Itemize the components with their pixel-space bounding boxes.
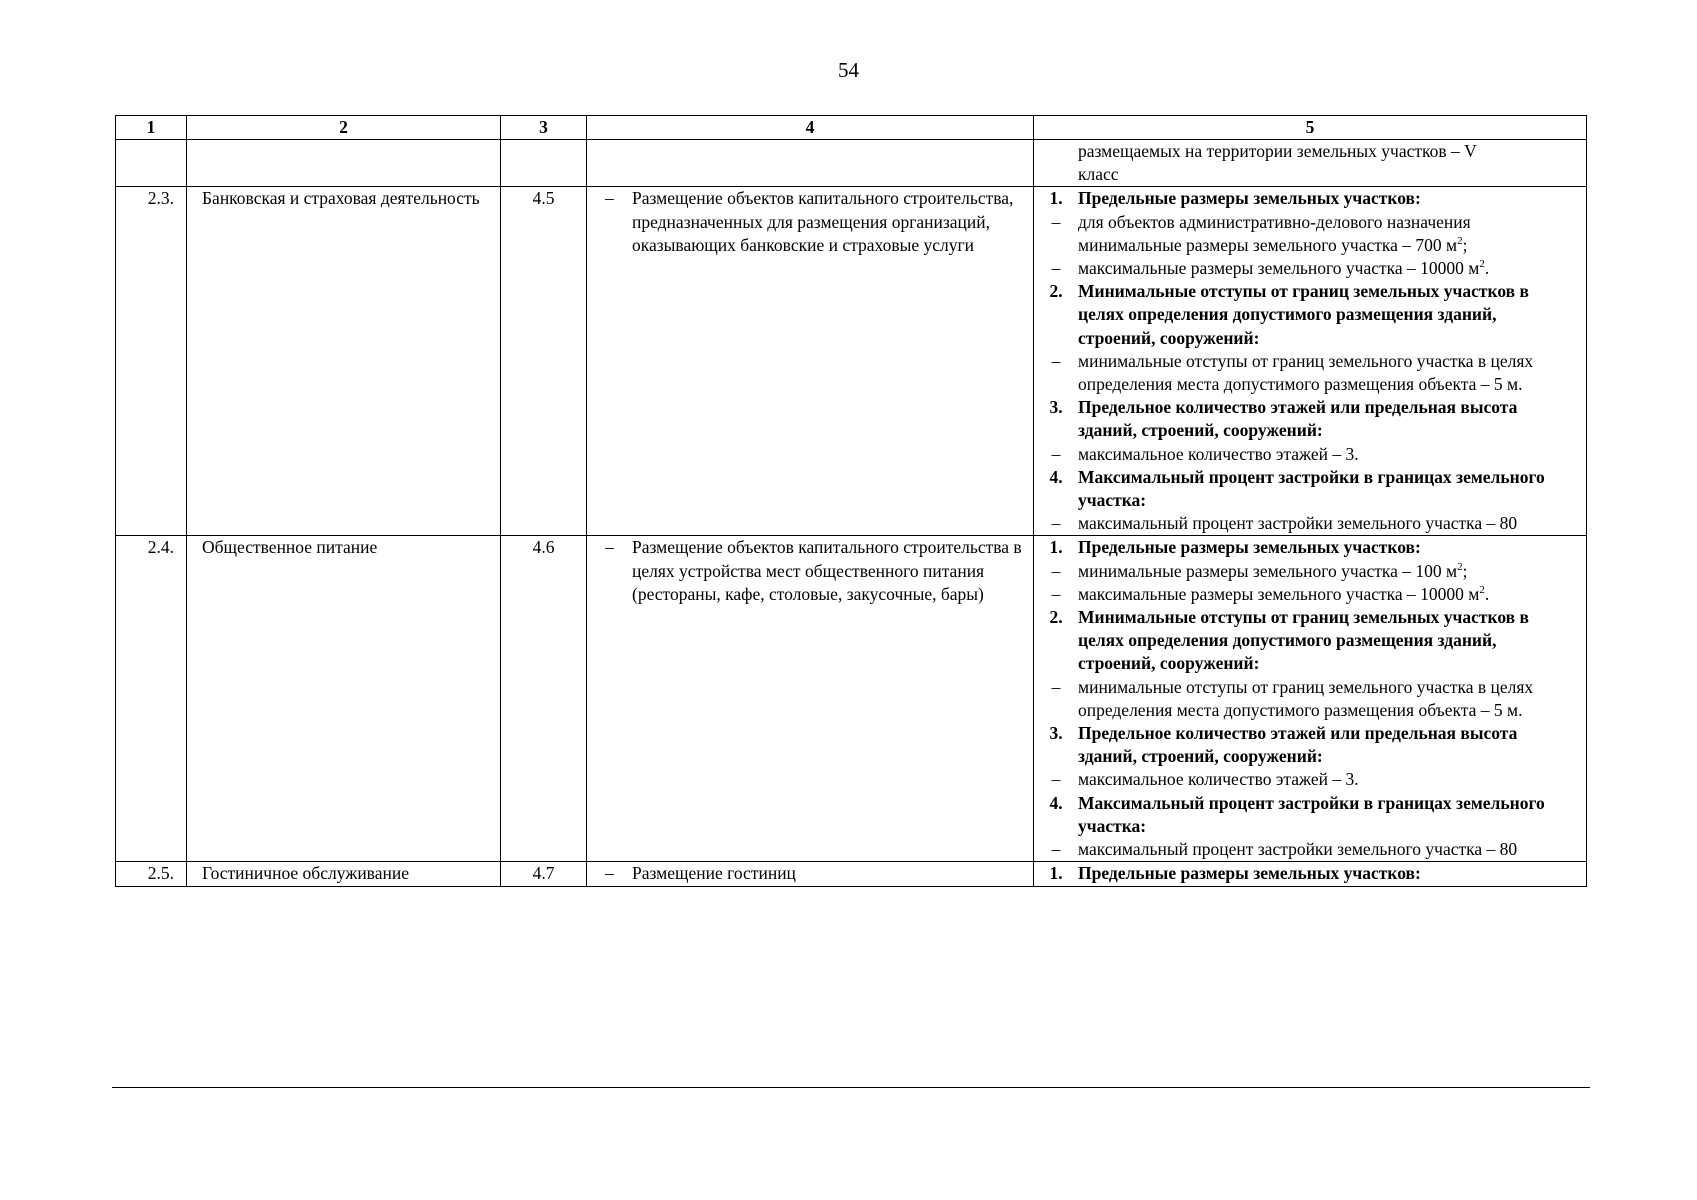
- parameter-text: [1078, 350, 1578, 396]
- dash-marker: –: [1051, 258, 1061, 279]
- parameter-text-main: минимальные отступы от границ земельного участка в целях определения места допустимого размещения объекта – 5 м.: [1078, 350, 1534, 395]
- continuation-line: размещаемых на территории земельных участков – V: [1078, 141, 1477, 161]
- parameter-item: [1034, 583, 1578, 606]
- parameter-text: [1078, 560, 1578, 583]
- dash-marker: –: [1051, 676, 1061, 697]
- dash-marker: –: [1051, 211, 1061, 232]
- number-marker: 3.: [1049, 723, 1063, 744]
- superscript: 2: [1479, 258, 1485, 271]
- parameter-text: [1078, 466, 1578, 512]
- parameter-item: [1034, 257, 1578, 280]
- use-type-code: 4.5: [501, 187, 587, 536]
- use-type-name: Гостиничное обслуживание: [187, 862, 501, 886]
- parameter-item: [1034, 512, 1578, 535]
- dash-marker: –: [1051, 443, 1061, 464]
- parameter-text: [1078, 583, 1578, 606]
- parameter-text: [1078, 396, 1578, 442]
- row-number: 2.5.: [116, 862, 187, 886]
- use-type-name: Банковская и страховая деятельность: [187, 187, 501, 536]
- parameter-text: [1078, 792, 1578, 838]
- table-row: [116, 862, 1587, 886]
- parameter-text: [1078, 536, 1578, 559]
- parameter-heading: [1034, 792, 1578, 838]
- parameter-text: [1078, 512, 1578, 535]
- number-marker: 4.: [1049, 466, 1063, 487]
- parameter-item: [1034, 768, 1578, 791]
- cell-empty: [501, 140, 587, 187]
- table-row: [116, 536, 1587, 862]
- superscript: 2: [1457, 560, 1463, 573]
- cell-empty: [116, 140, 187, 187]
- parameter-text: [1078, 280, 1578, 350]
- row-number: 2.3.: [116, 187, 187, 536]
- header-col-3: 3: [501, 116, 587, 140]
- parameters-cell: [1034, 536, 1587, 862]
- cell-empty: [587, 140, 1034, 187]
- parameter-item: [1034, 350, 1578, 396]
- punctuation: .: [1484, 583, 1490, 604]
- cell-empty: [187, 140, 501, 187]
- use-type-description: [587, 862, 1034, 886]
- parameter-text: [1078, 676, 1578, 722]
- number-marker: 1.: [1049, 188, 1063, 209]
- parameter-text-main: Предельное количество этажей или предельная высота зданий, строений, сооружений:: [1078, 397, 1518, 441]
- parameter-text-main: Минимальные отступы от границ земельных участков в целях определения допустимого размещения зданий, строений, сооружений:: [1078, 607, 1529, 674]
- description-text: Размещение объектов капитального строительства, предназначенных для размещения организаций, оказывающих банковские и страховые услуги: [632, 188, 1014, 255]
- punctuation: ;: [1462, 234, 1468, 255]
- parameters-cell: [1034, 187, 1587, 536]
- number-marker: 2.: [1049, 607, 1063, 628]
- parameter-text: [1078, 862, 1578, 885]
- parameter-text-main: Максимальный процент застройки в границах земельного участка:: [1078, 792, 1545, 836]
- row-number: 2.4.: [116, 536, 187, 862]
- parameter-text: [1078, 257, 1578, 280]
- parameter-text-main: Минимальные отступы от границ земельных участков в целях определения допустимого размещения зданий, строений, сооружений:: [1078, 281, 1529, 348]
- parameter-heading: [1034, 862, 1578, 885]
- header-col-2: 2: [187, 116, 501, 140]
- parameter-heading: [1034, 280, 1578, 350]
- parameter-text-main: минимальные отступы от границ земельного участка в целях определения места допустимого размещения объекта – 5 м.: [1078, 676, 1534, 720]
- use-type-description: [587, 187, 1034, 536]
- parameter-heading: [1034, 396, 1578, 442]
- parameter-text-main: максимальный процент застройки земельного участка – 80: [1078, 839, 1518, 860]
- parameters-cell: [1034, 862, 1587, 886]
- parameter-item: [1034, 560, 1578, 583]
- parameter-text-main: максимальные размеры земельного участка – 10000 м: [1078, 583, 1480, 604]
- parameter-text: [1078, 606, 1578, 676]
- parameter-text-main: Предельные размеры земельных участков:: [1078, 863, 1421, 884]
- dash-marker: –: [605, 537, 614, 558]
- parameter-text-main: Предельные размеры земельных участков:: [1078, 537, 1421, 558]
- superscript: 2: [1479, 584, 1485, 597]
- parameter-heading: [1034, 466, 1578, 512]
- parameter-item: [1034, 676, 1578, 722]
- dash-marker: –: [1051, 583, 1061, 604]
- table-header-row: [116, 116, 1587, 140]
- use-type-name: Общественное питание: [187, 536, 501, 862]
- superscript: 2: [1457, 234, 1463, 247]
- number-marker: 4.: [1049, 792, 1063, 813]
- parameter-item: [1034, 443, 1578, 466]
- header-col-5: 5: [1034, 116, 1587, 140]
- parameter-item: [1034, 838, 1578, 861]
- parameter-text-main: минимальные размеры земельного участка – 100 м: [1078, 560, 1458, 581]
- dash-marker: –: [1051, 513, 1061, 534]
- parameter-heading: [1034, 606, 1578, 676]
- parameter-text: [1078, 187, 1578, 210]
- parameter-text: [1078, 443, 1578, 466]
- parameter-text-main: максимальное количество этажей – 3.: [1078, 443, 1359, 464]
- description-text: Размещение объектов капитального строительства в целях устройства мест общественного питания (рестораны, кафе, столовые, закусочные, бары): [632, 537, 1022, 604]
- dash-marker: –: [1051, 560, 1061, 581]
- parameter-text-main: Предельные размеры земельных участков:: [1078, 188, 1421, 209]
- punctuation: .: [1484, 258, 1490, 279]
- use-type-description: [587, 536, 1034, 862]
- bottom-rule: [112, 1087, 1590, 1088]
- parameter-item: [1034, 211, 1578, 257]
- dash-marker: –: [1051, 350, 1061, 371]
- parameter-text: [1078, 722, 1578, 768]
- continuation-line: класс: [1078, 164, 1119, 185]
- parameter-text-main: Предельное количество этажей или предельная высота зданий, строений, сооружений:: [1078, 723, 1518, 767]
- parameter-text: [1078, 768, 1578, 791]
- parameter-heading: [1034, 722, 1578, 768]
- parameter-text-main: максимальные размеры земельного участка – 10000 м: [1078, 258, 1480, 279]
- number-marker: 3.: [1049, 397, 1063, 418]
- page-number: 54: [838, 58, 859, 82]
- dash-marker: –: [605, 863, 614, 884]
- parameter-text: [1078, 838, 1578, 861]
- continuation-cell: [1034, 140, 1587, 187]
- parameter-heading: [1034, 536, 1578, 559]
- number-marker: 1.: [1049, 863, 1063, 884]
- continuation-row: [116, 140, 1587, 187]
- dash-marker: –: [1051, 839, 1061, 860]
- use-type-code: 4.6: [501, 536, 587, 862]
- parameter-text: [1078, 211, 1578, 257]
- table-row: [116, 187, 1587, 536]
- description-text: Размещение гостиниц: [632, 863, 796, 884]
- punctuation: ;: [1462, 560, 1468, 581]
- header-col-4: 4: [587, 116, 1034, 140]
- parameter-text-main: Максимальный процент застройки в границах земельного участка:: [1078, 466, 1545, 511]
- number-marker: 2.: [1049, 281, 1063, 302]
- parameter-heading: [1034, 187, 1578, 210]
- parameter-text-main: максимальный процент застройки земельного участка – 80: [1078, 513, 1518, 534]
- parameter-text-main: максимальное количество этажей – 3.: [1078, 769, 1359, 790]
- parameter-text-main: для объектов административно-делового назначения минимальные размеры земельного участка – 700 м: [1078, 211, 1471, 255]
- dash-marker: –: [605, 188, 614, 209]
- dash-marker: –: [1051, 769, 1061, 790]
- number-marker: 1.: [1049, 537, 1063, 558]
- header-col-1: 1: [116, 116, 187, 140]
- zoning-table: [115, 115, 1587, 887]
- use-type-code: 4.7: [501, 862, 587, 886]
